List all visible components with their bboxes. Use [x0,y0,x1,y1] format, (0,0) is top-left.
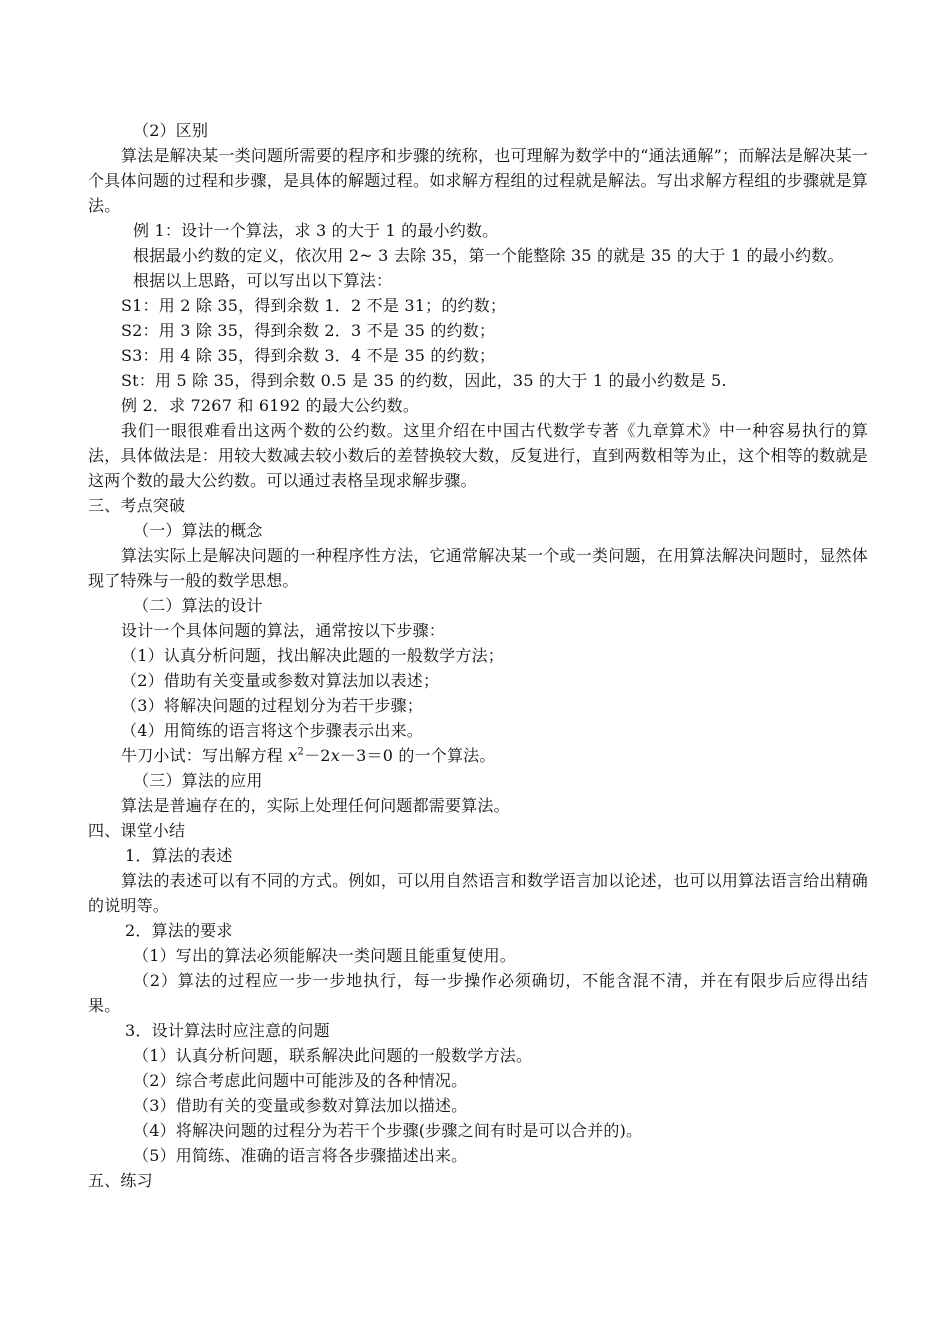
example-1-paragraph: 根据最小约数的定义，依次用 2~ 3 去除 35，第一个能整除 35 的就是 35 的大于 1 的最小约数。 [133,246,844,265]
trial-middle: －2 [304,746,331,765]
subheading-design: （二）算法的设计 [133,596,263,615]
example-1-title: 例 1：设计一个算法，求 3 的大于 1 的最小约数。 [133,221,499,240]
note-item: （3）借助有关的变量或参数对算法加以描述。 [133,1096,468,1115]
section-heading-key-points: 三、考点突破 [88,496,186,515]
trial-exercise [88,743,868,768]
example-1-lead: 根据以上思路，可以写出以下算法： [133,271,393,290]
requirement-item: （1）写出的算法必须能解决一类问题且能重复使用。 [133,946,516,965]
algorithm-step: S1：用 2 除 35，得到余数 1．2 不是 31；的约数； [121,296,507,315]
design-step: （1）认真分析问题，找出解决此题的一般数学方法； [121,646,504,665]
trial-exponent: 2 [297,746,305,758]
subheading-notes: 3．设计算法时应注意的问题 [125,1021,330,1040]
subheading-expression: 1．算法的表述 [125,846,233,865]
requirement-item: （2）算法的过程应一步一步地执行，每一步操作必须确切，不能含混不清，并在有限步后应得出结果。 [88,971,868,1015]
subheading-requirements: 2．算法的要求 [125,921,233,940]
algorithm-step: S3：用 4 除 35，得到余数 3．4 不是 35 的约数； [121,346,496,365]
design-step: （4）用简练的语言将这个步骤表示出来。 [121,721,423,740]
trial-variable: x [288,746,298,765]
note-item: （2）综合考虑此问题中可能涉及的各种情况。 [133,1071,468,1090]
paragraph-expression: 算法的表述可以有不同的方式。例如，可以用自然语言和数学语言加以论述，也可以用算法语言给出精确的说明等。 [88,871,868,915]
design-step: （2）借助有关变量或参数对算法加以表述； [121,671,440,690]
trial-suffix: －3＝0 的一个算法。 [339,746,496,765]
trial-variable: x [330,746,340,765]
algorithm-step: St：用 5 除 35，得到余数 0.5 是 35 的约数，因此，35 的大于 1 的最小约数是 5. [121,371,727,390]
subheading-concept: （一）算法的概念 [133,521,263,540]
example-2-paragraph: 我们一眼很难看出这两个数的公约数。这里介绍在中国古代数学专著《九章算术》中一种容易执行的算法，具体做法是：用较大数减去较小数后的差替换较大数，反复进行，直到两数相等为止，这个相等的数就是这两个数的最大公约数。可以通过表格呈现求解步骤。 [88,421,868,490]
note-item: （1）认真分析问题，联系解决此问题的一般数学方法。 [133,1046,533,1065]
subheading-application: （三）算法的应用 [133,771,263,790]
note-item: （4）将解决问题的过程分为若干个步骤(步骤之间有时是可以合并的)。 [133,1121,643,1140]
document-page [88,118,868,1193]
note-item: （5）用简练、准确的语言将各步骤描述出来。 [133,1146,468,1165]
section-heading-difference: （2）区别 [133,121,209,140]
design-step: （3）将解决问题的过程划分为若干步骤； [121,696,423,715]
trial-prefix: 牛刀小试：写出解方程 [121,746,289,765]
paragraph-difference: 算法是解决某一类问题所需要的程序和步骤的统称，也可理解为数学中的“通法通解”；而解法是解决某一个具体问题的过程和步骤，是具体的解题过程。如求解方程组的过程就是解法。写出求解方程组的步骤就是算法。 [88,146,868,215]
section-heading-summary: 四、课堂小结 [88,821,186,840]
section-heading-exercise: 五、练习 [88,1171,153,1190]
paragraph-application: 算法是普遍存在的，实际上处理任何问题都需要算法。 [121,796,510,815]
example-2-title: 例 2．求 7267 和 6192 的最大公约数。 [121,396,420,415]
paragraph-concept: 算法实际上是解决问题的一种程序性方法，它通常解决某一个或一类问题，在用算法解决问题时，显然体现了特殊与一般的数学思想。 [88,546,868,590]
algorithm-step: S2：用 3 除 35，得到余数 2．3 不是 35 的约数； [121,321,496,340]
paragraph-design-intro: 设计一个具体问题的算法，通常按以下步骤： [121,621,446,640]
